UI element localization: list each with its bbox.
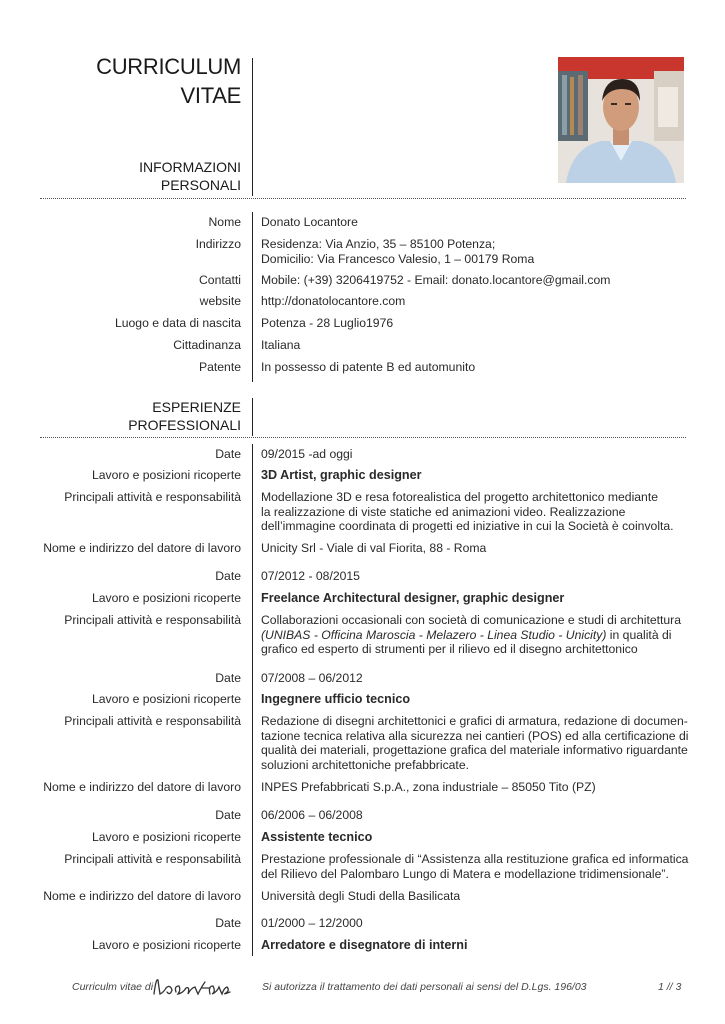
portrait-image — [558, 57, 684, 183]
label-date: Date — [215, 916, 241, 930]
label-position: Lavoro e posizioni ricoperte — [91, 938, 241, 952]
activity-line: tazione tecnica relativa alla sicurezza nei cantieri (POS) ed alla certificazione di — [261, 728, 689, 743]
job-position: 3D Artist, graphic designer — [261, 468, 422, 482]
address-line-2: Domicilio: Via Francesco Valesio, 1 – 00179 Roma — [261, 251, 535, 266]
activity-line: Modellazione 3D e resa fotorealistica del progetto architettonico mediante — [261, 490, 658, 504]
vertical-rule-personal — [252, 212, 253, 382]
label-position: Lavoro e posizioni ricoperte — [91, 830, 241, 844]
job-employer: Unicity Srl - Viale di val Fiorita, 88 - Roma — [261, 541, 487, 555]
value-birth: Potenza - 28 Luglio1976 — [261, 316, 394, 330]
vertical-rule-top — [252, 58, 253, 196]
job-activities — [261, 714, 691, 772]
activity-line: soluzioni architettoniche prefabbricate. — [261, 757, 469, 772]
job-position: Assistente tecnico — [261, 830, 373, 844]
label-position: Lavoro e posizioni ricoperte — [91, 591, 241, 605]
label-citizenship: Cittadinanza — [173, 338, 241, 352]
section-experience-heading — [128, 398, 241, 434]
label-activities: Principali attività e responsabilità — [64, 852, 241, 866]
activity-clients: (UNIBAS - Officina Maroscia - Melazero - Linea Studio - Unicity) — [261, 627, 607, 642]
job-position: Freelance Architectural designer, graphic designer — [261, 591, 565, 605]
label-date: Date — [215, 808, 241, 822]
label-activities: Principali attività e responsabilità — [64, 714, 241, 728]
value-contacts[interactable]: Mobile: (+39) 3206419752 - Email: donato.locantore@gmail.com — [261, 273, 611, 287]
job-employer: INPES Prefabbricati S.p.A., zona industriale – 85050 Tito (PZ) — [261, 780, 596, 794]
job-activities — [261, 490, 691, 534]
label-name: Nome — [208, 215, 241, 229]
label-position: Lavoro e posizioni ricoperte — [91, 468, 241, 482]
label-contacts: Contatti — [198, 273, 241, 287]
activity-line: del Rilievo del Palombaro Lungo di Matera e modellazione tridimensionale”. — [261, 866, 669, 881]
job-activities — [261, 852, 691, 881]
section-experience-line-1: ESPERIENZE — [152, 399, 241, 415]
job-date: 07/2012 - 08/2015 — [261, 569, 360, 583]
website-link[interactable]: http://donatolocantore.com — [261, 294, 406, 308]
section-divider-personal — [40, 198, 686, 199]
label-activities: Principali attività e responsabilità — [64, 613, 241, 627]
label-birth: Luogo e data di nascita — [114, 316, 241, 330]
title-line-1: CURRICULUM — [96, 54, 241, 79]
activity-line: grafico ed esperto di strumenti per il rilievo ed il disegno architettonico — [261, 642, 638, 657]
value-address — [261, 237, 691, 266]
section-personal-heading — [139, 158, 241, 194]
job-date: 09/2015 -ad oggi — [261, 447, 353, 461]
label-website: website — [199, 294, 241, 308]
section-divider-experience — [40, 437, 686, 438]
profile-photo — [558, 57, 684, 183]
activity-line: Collaborazioni occasionali con società di comunicazione e studi di architettura — [261, 613, 682, 627]
value-citizenship: Italiana — [261, 338, 301, 352]
activity-line-tail: in qualità di — [606, 627, 672, 642]
label-license: Patente — [198, 360, 241, 374]
vertical-rule-experience — [252, 444, 253, 956]
label-employer: Nome e indirizzo del datore di lavoro — [43, 541, 241, 555]
label-activities: Principali attività e responsabilità — [64, 490, 241, 504]
job-activities — [261, 613, 691, 657]
label-address: Indirizzo — [195, 237, 241, 251]
section-personal-line-1: INFORMAZIONI — [139, 159, 241, 175]
document-title — [96, 52, 241, 110]
label-employer: Nome e indirizzo del datore di lavoro — [43, 780, 241, 794]
job-position: Arredatore e disegnatore di interni — [261, 938, 468, 952]
label-position: Lavoro e posizioni ricoperte — [91, 692, 241, 706]
job-date: 06/2006 – 06/2008 — [261, 808, 363, 822]
activity-line: qualità dei materiali, progettazione grafica del materiale informativo riguardante — [261, 743, 688, 758]
signature-image — [150, 974, 232, 1000]
address-line-1: Residenza: Via Anzio, 35 – 85100 Potenza; — [261, 237, 496, 251]
activity-line: dell’immagine coordinata di progetti ed iniziative in cui la Società è coinvolta. — [261, 519, 674, 534]
label-date: Date — [215, 447, 241, 461]
section-experience-line-2: PROFESSIONALI — [128, 417, 241, 433]
value-license: In possesso di patente B ed automunito — [261, 360, 476, 374]
activity-line: la realizzazione di viste statiche ed animazioni video. Realizzazione — [261, 504, 626, 519]
value-name: Donato Locantore — [261, 215, 358, 229]
label-date: Date — [215, 671, 241, 685]
job-position: Ingegnere ufficio tecnico — [261, 692, 411, 706]
title-line-2: VITAE — [180, 83, 241, 108]
footer-page-number: 1 // 3 — [658, 981, 682, 993]
activity-line — [261, 628, 691, 643]
footer-left-label: Curriculm vitae di — [72, 981, 154, 993]
job-date: 01/2000 – 12/2000 — [261, 916, 363, 930]
section-personal-line-2: PERSONALI — [160, 177, 241, 193]
footer-privacy-note: Si autorizza il trattamento dei dati personali ai sensi del D.Lgs. 196/03 — [262, 981, 587, 993]
label-employer: Nome e indirizzo del datore di lavoro — [43, 889, 241, 903]
activity-line: Prestazione professionale di “Assistenza alla restituzione grafica ed informatica — [261, 852, 689, 866]
job-date: 07/2008 – 06/2012 — [261, 671, 363, 685]
label-date: Date — [215, 569, 241, 583]
job-employer: Università degli Studi della Basilicata — [261, 889, 461, 903]
activity-line: Redazione di disegni architettonici e grafici di armatura, redazione di documen- — [261, 714, 688, 728]
vertical-rule-experience-head — [252, 398, 253, 436]
